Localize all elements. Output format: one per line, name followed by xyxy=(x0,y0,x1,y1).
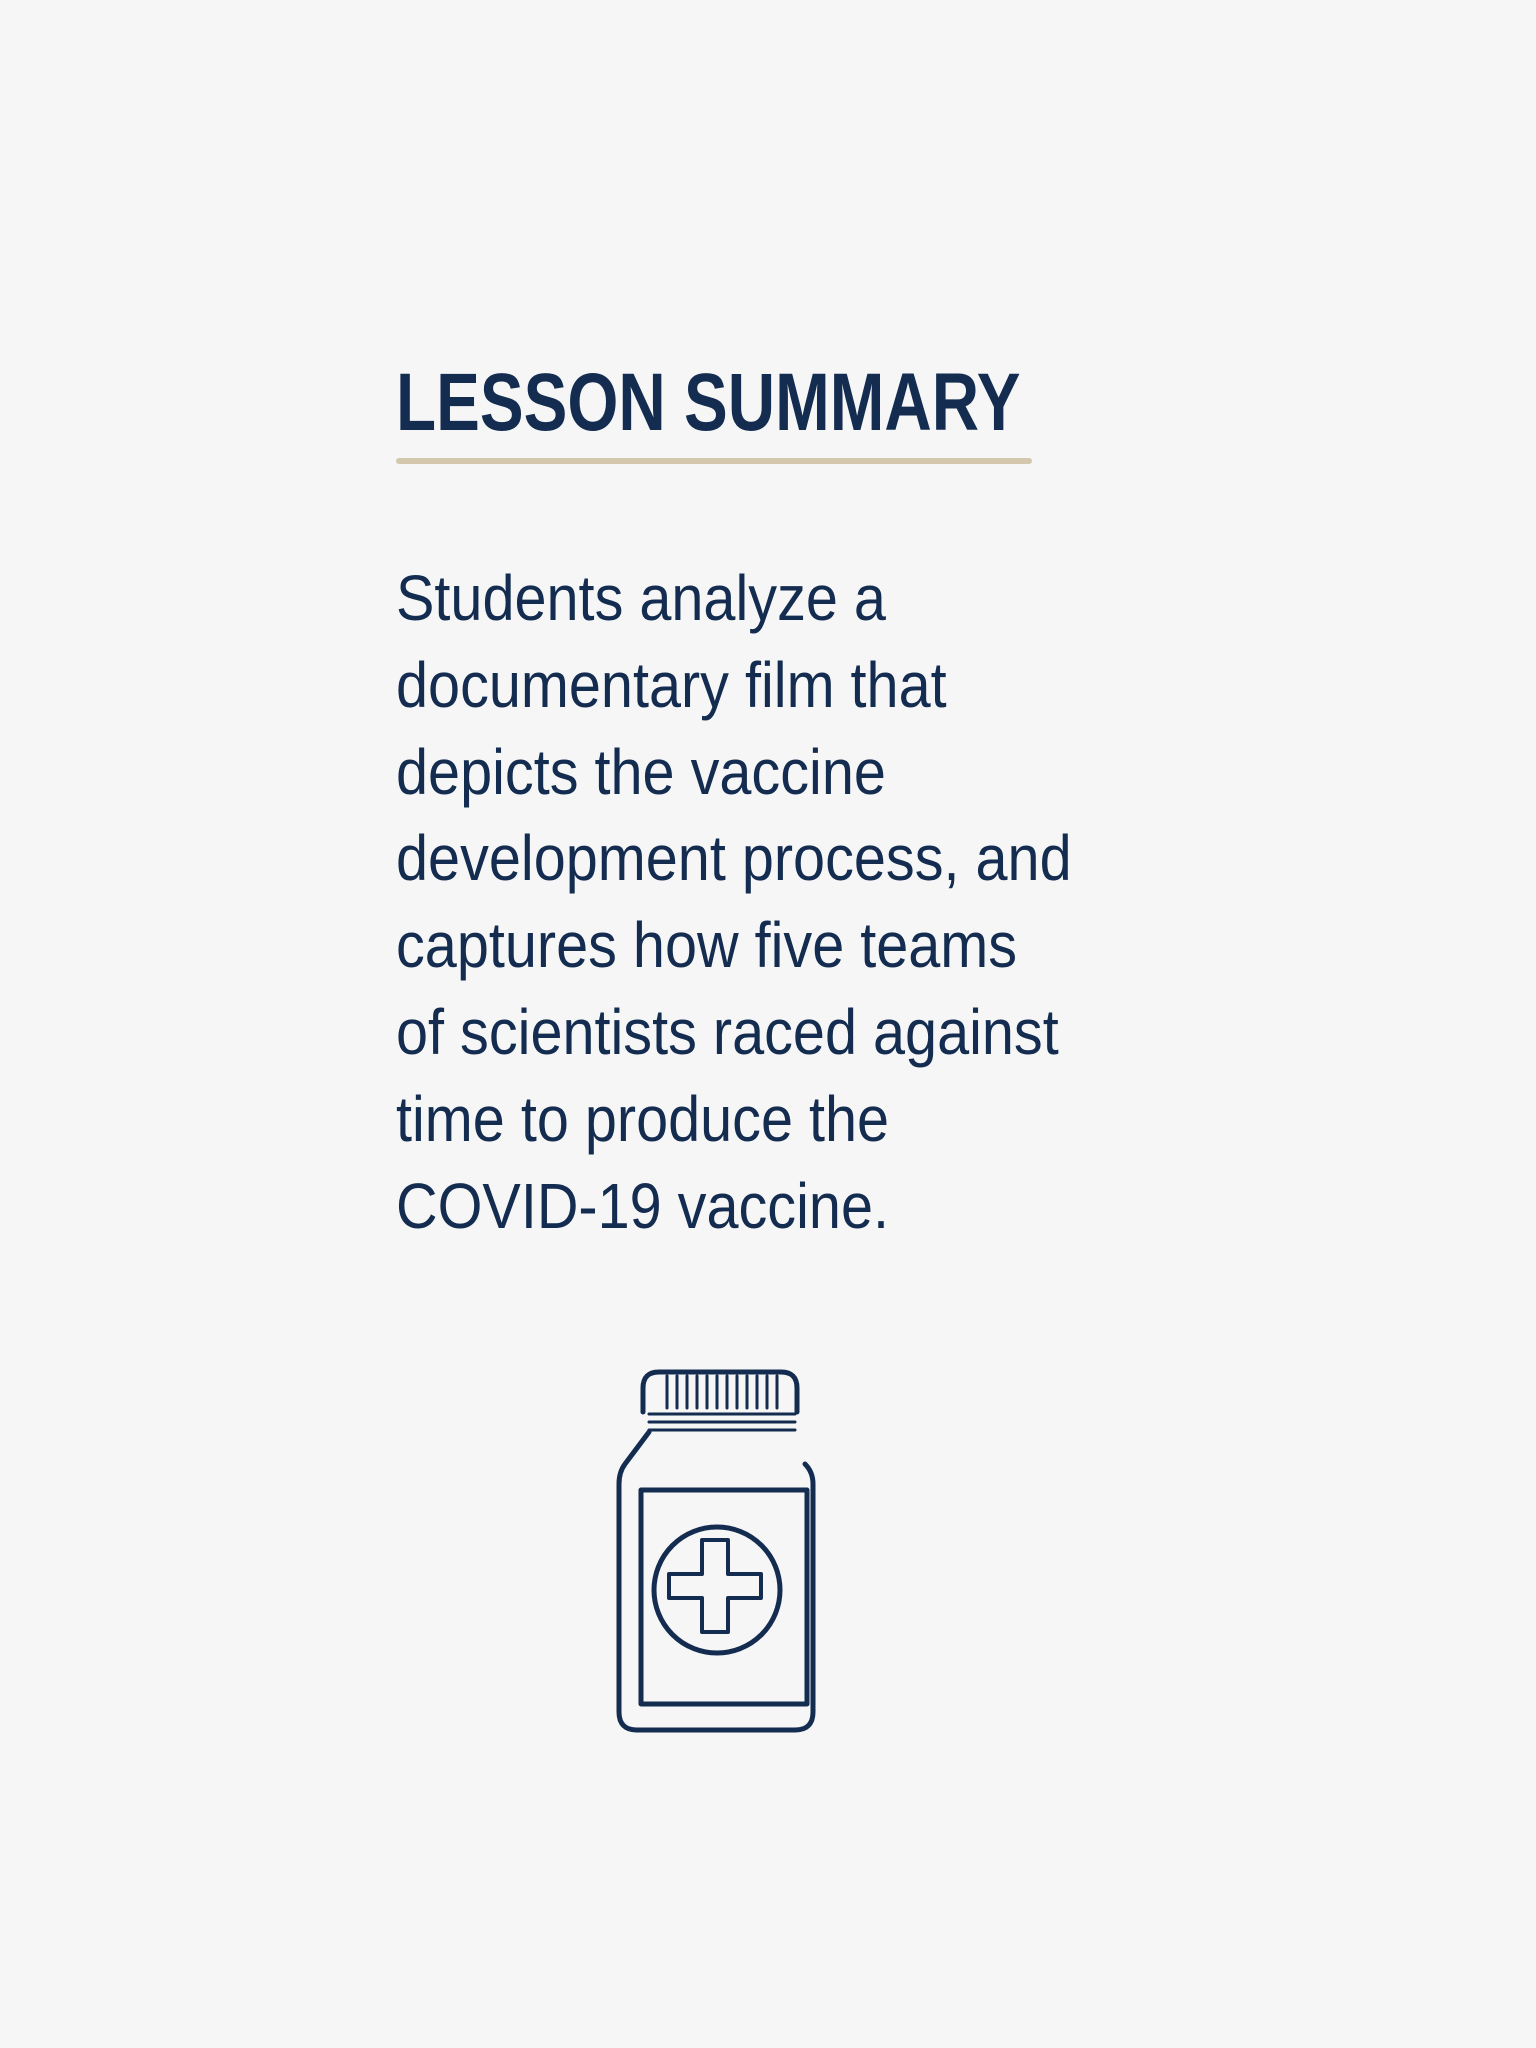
summary-line: COVID-19 vaccine. xyxy=(396,1169,889,1242)
summary-line: documentary film that xyxy=(396,648,947,721)
lesson-summary-heading: LESSON SUMMARY xyxy=(396,357,1021,448)
summary-text xyxy=(396,555,1147,1249)
summary-line: depicts the vaccine xyxy=(396,735,886,808)
medicine-bottle-icon xyxy=(605,1360,825,1740)
summary-line: of scientists raced against xyxy=(396,995,1059,1068)
summary-line: development process, and xyxy=(396,822,1072,895)
summary-line: captures how five teams xyxy=(396,909,1018,982)
summary-line: time to produce the xyxy=(396,1082,890,1155)
heading-divider xyxy=(396,458,1032,464)
summary-line: Students analyze a xyxy=(396,562,886,634)
